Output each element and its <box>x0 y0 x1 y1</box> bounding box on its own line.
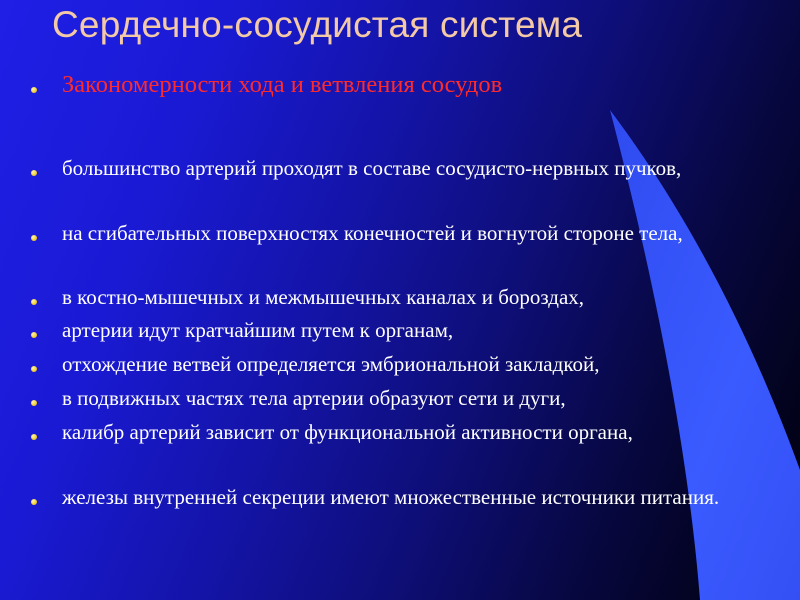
list-item: в костно-мышечных и межмышечных каналах и бороздах, <box>62 285 585 309</box>
bullet-icon <box>31 499 37 505</box>
list-item: в подвижных частях тела артерии образуют сети и дуги, <box>62 386 566 410</box>
list-item: на сгибательных поверхностях конечностей и вогнутой стороне тела, <box>62 221 683 245</box>
bullet-icon <box>31 400 37 406</box>
bullet-icon <box>31 235 37 241</box>
list-item: железы внутренней секреции имеют множественные источники питания. <box>62 485 720 509</box>
list-item: артерии идут кратчайшим путем к органам, <box>62 318 454 342</box>
slide-subtitle: Закономерности хода и ветвления сосудов <box>62 71 503 98</box>
list-item: калибр артерий зависит от функциональной активности органа, <box>62 420 633 444</box>
bullet-icon <box>31 332 37 338</box>
bullet-icon <box>31 366 37 372</box>
list-item: отхождение ветвей определяется эмбриональной закладкой, <box>62 352 600 376</box>
list-item: большинство артерий проходят в составе сосудисто-нервных пучков, <box>62 156 682 180</box>
bullet-icon <box>31 170 37 176</box>
subtitle-bullet-icon <box>31 87 37 93</box>
bullet-icon <box>31 299 37 305</box>
slide-title: Сердечно-сосудистая система <box>52 4 583 45</box>
bullet-icon <box>31 434 37 440</box>
